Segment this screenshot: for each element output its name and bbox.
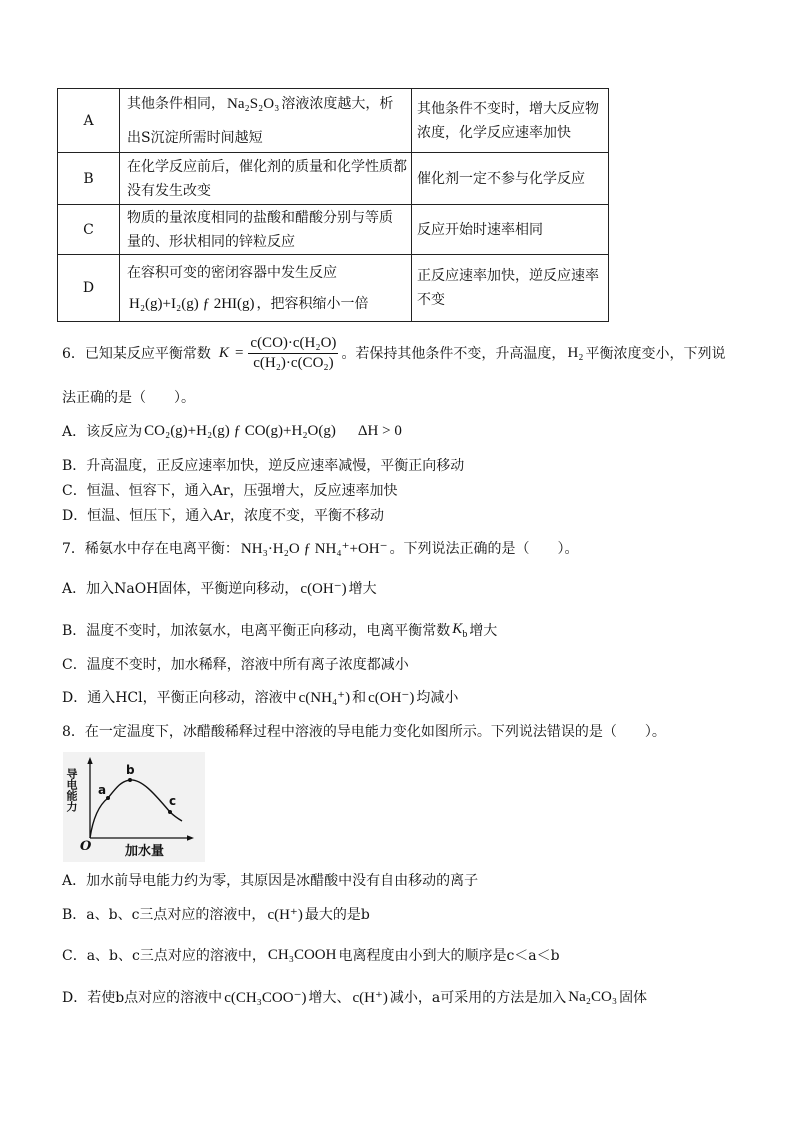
option-text: C．温度不变时，加水稀释，溶液中所有离子浓度都减小 [62,657,409,673]
y-axis-label: 导电能力 [65,768,78,812]
row-a-label-cell [58,89,120,153]
row-a-conclusion-cell [412,89,608,153]
statement-line [127,206,411,230]
point-b-label: b [126,763,135,777]
option-text: 增大、 [308,990,351,1006]
statement-text: 溶液浓度越大，析 [281,95,394,112]
row-c-statement-cell [120,205,412,255]
statement-line [127,179,411,203]
formula: c(OH⁻) [300,580,347,597]
point-c-label: c [169,794,177,808]
statement-text: 没有发生改变 [127,182,211,199]
conclusion-line [417,264,608,288]
question-text: 法正确的是（ ）。 [62,390,195,406]
conductivity-figure [63,752,205,862]
option-text: B．升高温度，正反应速率加快，逆反应速率减慢，平衡正向移动 [62,458,465,474]
row-d-statement-cell [120,255,412,321]
conclusion-line [417,97,608,121]
formula: Na₂CO₃ [568,988,618,1005]
row-a-statement-cell [120,89,412,153]
point-b [128,778,132,782]
conclusion-text: 反应开始时速率相同 [417,221,543,238]
formula: c(NH₄⁺) [298,689,351,706]
formula: H₂ [567,344,584,361]
statement-line [127,155,411,179]
statement-text: 其他条件相同， [127,95,225,112]
option-text: 固体 [619,990,648,1006]
q6-option-a [62,419,404,443]
conclusion-text: 不变 [417,292,445,308]
formula: H₂(g)+I₂(g) ƒ 2HI(g) [129,295,255,312]
option-text: 电离程度由小到大的顺序是c＜a＜b [338,948,560,964]
q7-option-a [62,576,377,600]
row-b-statement-cell [120,153,412,205]
q8-option-b [62,902,370,926]
statement-text: 在容积可变的密闭容器中发生反应 [127,264,337,281]
statement-text: 在化学反应前后，催化剂的质量和化学性质都 [127,158,407,175]
option-text: C．a、b、c三点对应的溶液中， [62,948,266,964]
q6-option-c [62,478,398,502]
statement-line [127,292,411,316]
comparison-table [57,88,609,322]
q6-stem-line-1 [62,334,726,371]
origin-label: O [80,839,92,854]
row-b-label-cell [58,153,120,205]
option-text: D．若使b点对应的溶液中 [62,990,223,1006]
row-c-label-cell [58,205,120,255]
q8-option-a [62,868,478,892]
conclusion-text: 其他条件不变时，增大反应物 [417,100,599,117]
row-label: C [83,221,94,238]
option-text: D．通入HCl，平衡正向移动，溶液中 [62,690,297,706]
q6-option-d [62,503,384,527]
row-label: A [83,112,94,129]
formula: c(CH₃COO⁻) [224,989,307,1006]
q7-option-c [62,652,409,676]
q7-option-d [62,685,458,709]
statement-text: ，把容积缩小一倍 [256,295,369,312]
equals-sign: = [234,344,244,361]
q6-stem-line-2 [62,385,195,409]
q8-option-c [62,943,560,967]
statement-line [127,230,411,254]
kb-symbol: K [452,620,463,637]
enthalpy-condition: ΔH > 0 [357,422,402,439]
option-text: B．温度不变时，加浓氨水，电离平衡正向移动，电离平衡常数 [62,623,451,639]
point-c [168,810,172,814]
option-text: B．a、b、c三点对应的溶液中， [62,907,266,923]
statement-text: 出S沉淀所需时间越短 [127,129,263,146]
formula: NH₃·H₂O ƒ NH₄⁺+OH⁻ [240,540,388,557]
q7-option-b [62,618,497,642]
statement-text: 量的、形状相同的锌粒反应 [127,233,295,250]
point-a-label: a [98,783,107,797]
row-b-conclusion-cell [412,153,608,205]
formula: CO₂(g)+H₂(g) ƒ CO(g)+H₂O(g) [144,422,336,439]
q7-stem [62,536,579,560]
x-axis-label: 加水量 [125,844,165,859]
option-text: D．恒温、恒压下，通入Ar，浓度不变，平衡不移动 [62,508,385,524]
question-text: 。若保持其他条件不变，升高温度， [341,346,566,362]
option-text: 增大 [469,623,498,639]
ionization-constant-kb [452,621,467,640]
equilibrium-constant-fraction [248,334,338,373]
option-text: A．加入NaOH固体，平衡逆向移动， [62,581,299,597]
row-d-conclusion-cell [412,255,608,321]
formula: c(H⁺) [267,906,303,923]
question-text: 平衡浓度变小，下列说 [585,346,726,362]
formula: c(H⁺) [352,989,388,1006]
row-d-label-cell [58,255,120,321]
statement-line [127,126,411,150]
fraction-numerator: c(CO)·c(H₂O) [248,334,338,354]
option-text: A．该反应为 [62,424,143,440]
point-a [106,796,110,800]
question-text: 8．在一定温度下，冰醋酸稀释过程中溶液的导电能力变化如图所示。下列说法错误的是（ ）。 [62,724,666,740]
option-text: C．恒温、恒容下，通入Ar，压强增大，反应速率加快 [62,483,398,499]
conclusion-line [417,288,608,312]
fraction-denominator: c(H₂)·c(CO₂) [253,354,334,371]
conclusion-text: 浓度，化学反应速率加快 [417,124,571,141]
statement-text: 物质的量浓度相同的盐酸和醋酸分别与等质 [127,209,393,226]
option-text: A．加水前导电能力约为零，其原因是冰醋酸中没有自由移动的离子 [62,873,479,889]
row-label: B [83,170,94,187]
statement-line [127,261,411,285]
formula: c(OH⁻) [368,689,415,706]
row-label: D [82,280,95,296]
question-text: 6．已知某反应平衡常数 [62,346,211,362]
conclusion-text: 催化剂一定不参与化学反应 [417,170,585,187]
x-axis-arrow [187,835,194,840]
conclusion-line [417,218,608,242]
option-text: 减小，a可采用的方法是加入 [389,990,567,1006]
row-c-conclusion-cell [412,205,608,255]
formula: CH₃COOH [267,946,337,963]
conclusion-line [417,121,608,145]
q8-option-d [62,985,647,1009]
option-text: 最大的是b [304,907,370,923]
option-text: 和 [352,690,367,706]
formula: Na₂S₂O₃ [227,95,280,112]
option-text: 均减小 [416,690,459,706]
question-text: 。下列说法正确的是（ ）。 [389,541,579,557]
y-axis-arrow [87,757,92,764]
option-text: 增大 [348,581,377,597]
conclusion-text: 正反应速率加快，逆反应速率 [417,268,599,284]
equilibrium-constant-symbol: K [218,344,229,361]
conclusion-line [417,167,608,191]
q6-option-b [62,453,464,477]
question-text: 7．稀氨水中存在电离平衡： [62,541,239,557]
statement-line [127,92,411,116]
q8-stem [62,719,666,743]
kb-subscript: b [462,628,468,640]
